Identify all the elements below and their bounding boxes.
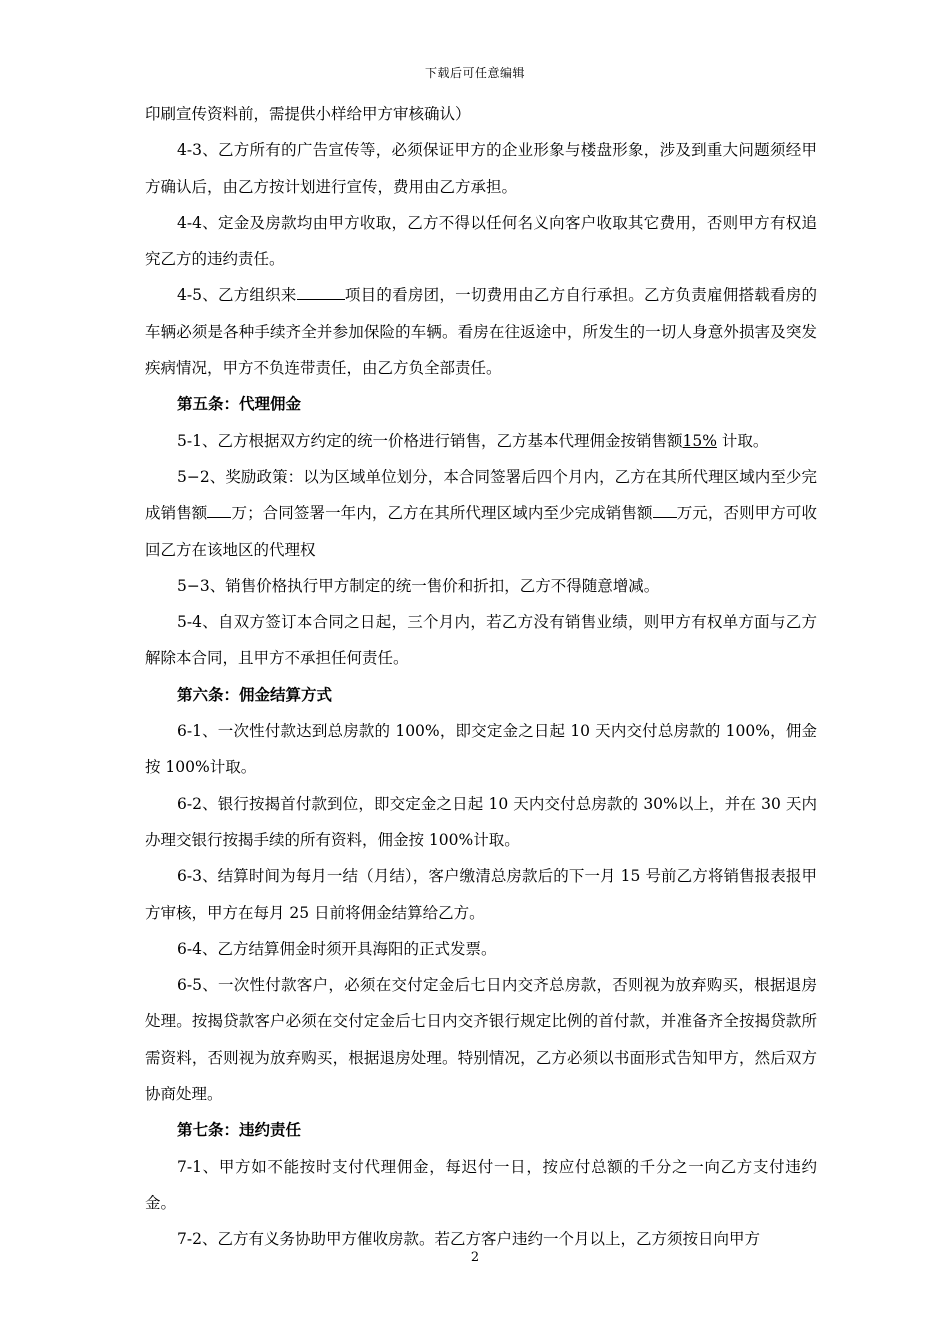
clause-6-3: 6-3、结算时间为每月一结（月结），客户缴清总房款后的下一月 15 号前乙方将销售报表报甲方审核，甲方在每月 25 日前将佣金结算给乙方。 (145, 867, 817, 922)
clause-5-2-text-c: 万元，否则甲方可收回乙方在该地区的代理权 (145, 504, 817, 559)
clause-6-2: 6-2、银行按揭首付款到位，即交定金之日起 10 天内交付总房款的 30%以上，并在 30 天内办理交银行按揭手续的所有资料，佣金按 100%计取。 (145, 794, 817, 849)
clause-4-5-text-b: 项目的看房团，一切费用由乙方自行承担。乙方负责雇佣搭载看房的车辆必须是各种手续齐全并参加保险的车辆。看房在往返途中，所发生的一切人身意外损害及突发疾病情况，甲方不负连带责任，由乙方负全部责任。 (145, 286, 817, 378)
clause-7-2: 7-2、乙方有义务协助甲方催收房款。若乙方客户违约一个月以上，乙方须按日向甲方 (177, 1230, 760, 1249)
clause-4-5 (145, 277, 817, 386)
clause-5-4: 5-4、自双方签订本合同之日起，三个月内，若乙方没有销售业绩，则甲方有权单方面与乙方解除本合同，且甲方不承担任何责任。 (145, 613, 817, 668)
fill-in-blank (653, 503, 677, 518)
clause-6-4: 6-4、乙方结算佣金时须开具海阳的正式发票。 (177, 939, 497, 958)
clause-7-1: 7-1、甲方如不能按时支付代理佣金，每迟付一日，按应付总额的千分之一向乙方支付违约金。 (145, 1157, 817, 1212)
article-5-heading: 第五条：代理佣金 (177, 394, 302, 414)
article-7-heading: 第七条：违约责任 (177, 1120, 302, 1140)
clause-5-1-text-a: 5-1、乙方根据双方约定的统一价格进行销售，乙方基本代理佣金按销售额 (177, 431, 683, 450)
clause-5-1 (145, 423, 817, 459)
clause-4-3: 4-3、乙方所有的广告宣传等，必须保证甲方的企业形象与楼盘形象，涉及到重大问题须经甲方确认后，由乙方按计划进行宣传，费用由乙方承担。 (145, 141, 817, 196)
clause-5-3: 5−3、销售价格执行甲方制定的统一售价和折扣，乙方不得随意增减。 (177, 576, 660, 595)
article-6-heading: 第六条：佣金结算方式 (177, 684, 333, 704)
clause-6-1: 6-1、一次性付款达到总房款的 100%，即交定金之日起 10 天内交付总房款的 100%，佣金按 100%计取。 (145, 722, 817, 777)
commission-rate: 15% (682, 431, 717, 450)
document-body (145, 96, 817, 1258)
clause-5-2-text-a: 5−2、奖励政策：以为区域单位划分，本合同签署后四个月内，乙方在其所代理区域内至少完成销售额 (145, 467, 817, 523)
clause-5-2-text-b: 万；合同签署一年内，乙方在其所代理区域内至少完成销售额 (231, 504, 653, 523)
page-header: 下载后可任意编辑 (424, 66, 525, 80)
page-number: 2 (470, 1250, 480, 1265)
clause-4-4: 4-4、定金及房款均由甲方收取，乙方不得以任何名义向客户收取其它费用，否则甲方有权追究乙方的违约责任。 (145, 213, 817, 269)
clause-5-1-text-b: 计取。 (721, 431, 769, 450)
clause-6-5: 6-5、一次性付款客户，必须在交付定金后七日内交齐总房款，否则视为放弃购买，根据退房处理。按揭贷款客户必须在交付定金后七日内交齐银行规定比例的首付款，并准备齐全按揭贷款所需资料，否则视为放弃购买，根据退房处理。特别情况，乙方必须以书面形式告知甲方，然后双方协商处理。 (145, 976, 817, 1104)
fill-in-blank (207, 503, 231, 518)
clause-5-2 (145, 459, 817, 568)
paragraph-continuation: 印刷宣传资料前，需提供小样给甲方审核确认） (145, 105, 471, 123)
fill-in-blank (297, 285, 345, 300)
clause-4-5-text-a: 4-5、乙方组织来 (177, 286, 297, 305)
